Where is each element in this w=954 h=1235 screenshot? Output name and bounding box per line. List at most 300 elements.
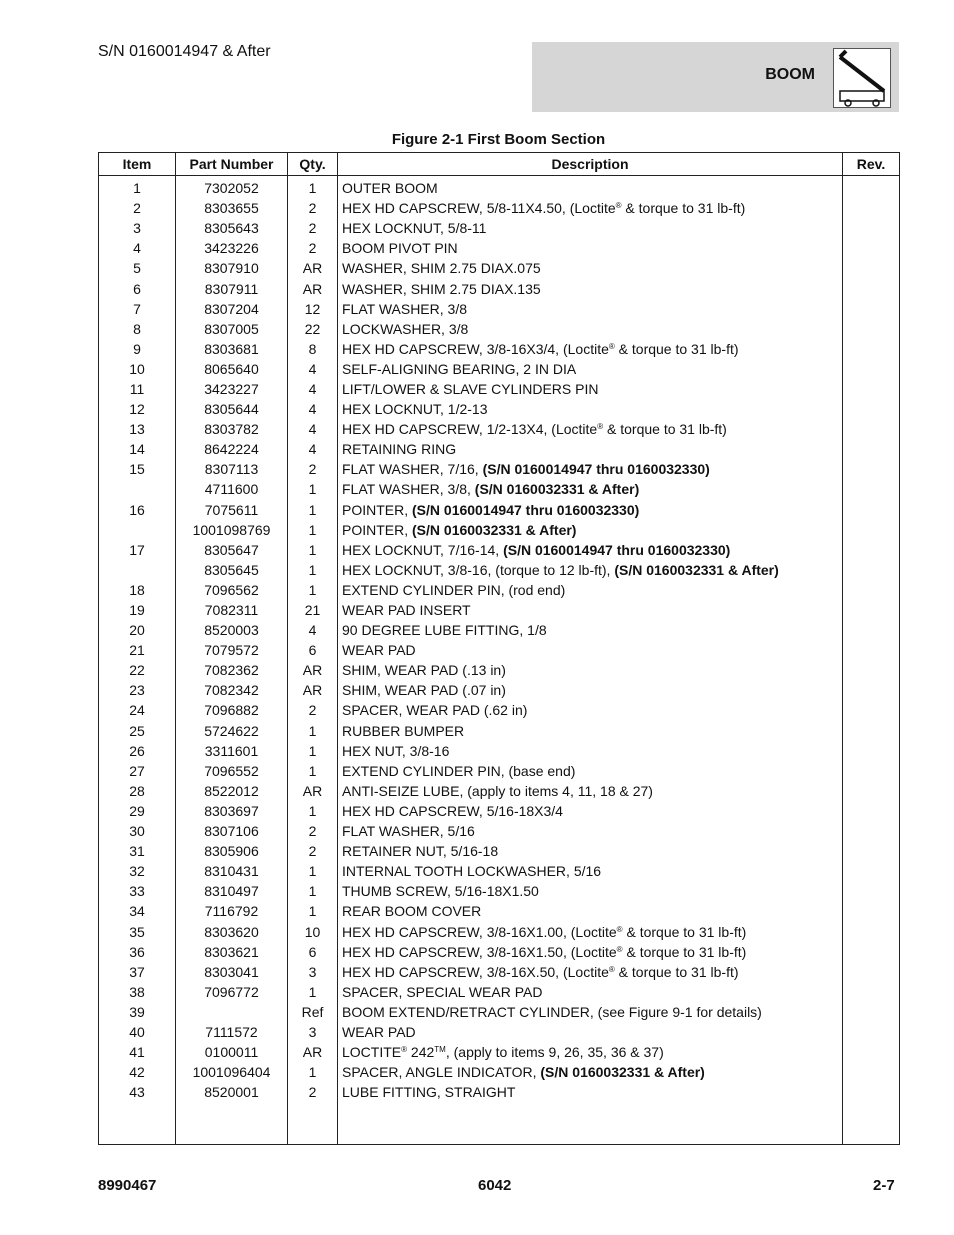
item-cell: 19	[99, 600, 176, 620]
part-number-cell: 8305906	[176, 841, 288, 861]
part-number-cell: 7082362	[176, 660, 288, 680]
rev-cell	[843, 801, 900, 821]
document-number: 8990467	[98, 1177, 157, 1194]
qty-cell: 21	[288, 600, 338, 620]
rev-cell	[843, 299, 900, 319]
qty-cell: 8	[288, 339, 338, 359]
description-text: FLAT WASHER, 5/16	[342, 823, 475, 840]
description-text-cont: & torque to 31 lb-ft)	[622, 923, 747, 940]
description-cell	[338, 319, 843, 339]
serial-range-note: (S/N 0160032331 & After)	[614, 561, 779, 578]
table-row	[99, 238, 900, 258]
rev-cell	[843, 921, 900, 941]
part-number-cell: 8307910	[176, 258, 288, 278]
description-cell	[338, 1082, 843, 1102]
description-cell	[338, 278, 843, 298]
table-row	[99, 1082, 900, 1102]
rev-cell	[843, 399, 900, 419]
description-cell	[338, 1002, 843, 1022]
item-cell: 8	[99, 319, 176, 339]
description-text: RUBBER BUMPER	[342, 722, 465, 739]
description-text: THUMB SCREW, 5/16-18X1.50	[342, 883, 539, 900]
part-number-cell	[176, 1002, 288, 1022]
table-row	[99, 299, 900, 319]
qty-cell: AR	[288, 258, 338, 278]
rev-cell	[843, 821, 900, 841]
item-cell: 2	[99, 198, 176, 218]
serial-range-note: (S/N 0160032331 & After)	[474, 481, 640, 498]
description-text: HEX NUT, 3/8-16	[342, 742, 450, 759]
qty-cell: 2	[288, 821, 338, 841]
rev-cell	[843, 520, 900, 540]
qty-cell: 1	[288, 520, 338, 540]
description-text: HEX LOCKNUT, 7/16-14,	[342, 541, 504, 558]
part-number-cell: 8305645	[176, 560, 288, 580]
description-cell	[338, 258, 843, 278]
rev-cell	[843, 620, 900, 640]
item-cell: 41	[99, 1042, 176, 1062]
registered-mark: ®	[401, 1045, 408, 1055]
table-row	[99, 319, 900, 339]
description-text: HEX HD CAPSCREW, 3/8-16X1.50, (Loctite	[342, 943, 617, 960]
item-cell: 37	[99, 962, 176, 982]
qty-cell: AR	[288, 278, 338, 298]
table-row	[99, 741, 900, 761]
qty-cell: 6	[288, 942, 338, 962]
rev-cell	[843, 238, 900, 258]
description-text: HEX HD CAPSCREW, 5/8-11X4.50, (Loctite	[342, 200, 616, 217]
rev-cell	[843, 660, 900, 680]
description-cell	[338, 459, 843, 479]
item-cell: 1	[99, 176, 176, 199]
table-row	[99, 600, 900, 620]
part-number-cell: 8303655	[176, 198, 288, 218]
item-cell: 43	[99, 1082, 176, 1102]
part-number-cell: 8307204	[176, 299, 288, 319]
item-cell: 20	[99, 620, 176, 640]
rev-cell	[843, 741, 900, 761]
description-text: RETAINER NUT, 5/16-18	[342, 843, 499, 860]
table-row	[99, 479, 900, 499]
column-header-part-number: Part Number	[176, 153, 288, 176]
item-cell: 25	[99, 721, 176, 741]
item-cell: 24	[99, 700, 176, 720]
part-number-cell: 0100011	[176, 1042, 288, 1062]
rev-cell	[843, 479, 900, 499]
rev-cell	[843, 942, 900, 962]
rev-cell	[843, 359, 900, 379]
qty-cell: 1	[288, 560, 338, 580]
qty-cell: 12	[288, 299, 338, 319]
description-cell	[338, 881, 843, 901]
description-cell	[338, 1022, 843, 1042]
qty-cell: 1	[288, 540, 338, 560]
qty-cell: 1	[288, 1062, 338, 1082]
rev-cell	[843, 881, 900, 901]
description-cell	[338, 741, 843, 761]
parts-table-body	[99, 176, 900, 1145]
serial-range-note: (S/N 0160014947 thru 0160032330)	[482, 461, 710, 478]
description-cell	[338, 821, 843, 841]
description-cell	[338, 861, 843, 881]
page-number: 2-7	[873, 1177, 895, 1194]
part-number-cell: 8520001	[176, 1082, 288, 1102]
rev-cell	[843, 500, 900, 520]
item-cell: 28	[99, 781, 176, 801]
description-text: LUBE FITTING, STRAIGHT	[342, 1084, 516, 1101]
part-number-cell: 7096552	[176, 761, 288, 781]
table-row	[99, 459, 900, 479]
qty-cell: 2	[288, 459, 338, 479]
serial-range-note: (S/N 0160032331 & After)	[540, 1064, 705, 1081]
table-row	[99, 1022, 900, 1042]
boom-lift-icon	[833, 48, 891, 108]
part-number-cell: 3311601	[176, 741, 288, 761]
part-number-cell: 5724622	[176, 721, 288, 741]
description-cell	[338, 339, 843, 359]
qty-cell: Ref	[288, 1002, 338, 1022]
description-cell	[338, 198, 843, 218]
model-number: 6042	[478, 1177, 512, 1194]
description-cell	[338, 901, 843, 921]
item-cell	[99, 479, 176, 499]
part-number-cell: 8307113	[176, 459, 288, 479]
item-cell: 42	[99, 1062, 176, 1082]
table-row	[99, 419, 900, 439]
description-text: HEX LOCKNUT, 1/2-13	[342, 401, 488, 418]
description-cell	[338, 238, 843, 258]
description-cell	[338, 379, 843, 399]
rev-cell	[843, 841, 900, 861]
description-cell	[338, 921, 843, 941]
table-row	[99, 660, 900, 680]
table-row	[99, 942, 900, 962]
part-number-cell: 8642224	[176, 439, 288, 459]
serial-range-note: (S/N 0160014947 thru 0160032330)	[412, 501, 640, 518]
rev-cell	[843, 781, 900, 801]
serial-range-note: (S/N 0160032331 & After)	[412, 521, 577, 538]
rev-cell	[843, 560, 900, 580]
qty-cell: 1	[288, 741, 338, 761]
figure-title: Figure 2-1 First Boom Section	[391, 131, 606, 148]
table-row	[99, 761, 900, 781]
description-cell	[338, 721, 843, 741]
qty-cell: 4	[288, 399, 338, 419]
section-label: BOOM	[765, 66, 815, 83]
qty-cell: 2	[288, 238, 338, 258]
table-row	[99, 921, 900, 941]
qty-cell: 6	[288, 640, 338, 660]
qty-cell: AR	[288, 1042, 338, 1062]
table-row	[99, 1042, 900, 1062]
description-text: EXTEND CYLINDER PIN, (rod end)	[342, 581, 566, 598]
description-cell	[338, 479, 843, 499]
description-text: HEX HD CAPSCREW, 3/8-16X3/4, (Loctite	[342, 340, 609, 357]
description-cell	[338, 540, 843, 560]
part-number-cell: 8303782	[176, 419, 288, 439]
item-cell: 26	[99, 741, 176, 761]
table-row	[99, 379, 900, 399]
description-text-cont: & torque to 31 lb-ft)	[603, 421, 727, 438]
part-number-cell: 8305643	[176, 218, 288, 238]
qty-cell: 1	[288, 721, 338, 741]
description-text: SELF-ALIGNING BEARING, 2 IN DIA	[342, 360, 577, 377]
part-number-cell: 7075611	[176, 500, 288, 520]
part-number-cell: 8310431	[176, 861, 288, 881]
item-cell: 9	[99, 339, 176, 359]
rev-cell	[843, 721, 900, 741]
qty-cell: 1	[288, 761, 338, 781]
table-row	[99, 198, 900, 218]
part-number-cell: 8303041	[176, 962, 288, 982]
qty-cell: 2	[288, 218, 338, 238]
rev-cell	[843, 419, 900, 439]
part-number-cell: 8307005	[176, 319, 288, 339]
item-cell: 13	[99, 419, 176, 439]
qty-cell: 10	[288, 921, 338, 941]
part-number-cell: 7302052	[176, 176, 288, 199]
table-row	[99, 821, 900, 841]
description-text-cont: & torque to 31 lb-ft)	[622, 943, 747, 960]
rev-cell	[843, 982, 900, 1002]
description-text-cont: & torque to 31 lb-ft)	[614, 963, 739, 980]
description-text: POINTER,	[342, 521, 413, 538]
description-text: WEAR PAD INSERT	[342, 602, 471, 619]
rev-cell	[843, 680, 900, 700]
section-tab	[532, 42, 899, 112]
rev-cell	[843, 459, 900, 479]
rev-cell	[843, 1082, 900, 1102]
description-text: EXTEND CYLINDER PIN, (base end)	[342, 762, 576, 779]
part-number-cell: 7111572	[176, 1022, 288, 1042]
table-row	[99, 680, 900, 700]
item-cell: 12	[99, 399, 176, 419]
description-cell	[338, 520, 843, 540]
table-row	[99, 781, 900, 801]
qty-cell: 1	[288, 801, 338, 821]
table-row	[99, 700, 900, 720]
qty-cell: 22	[288, 319, 338, 339]
part-number-cell: 3423226	[176, 238, 288, 258]
qty-cell: 1	[288, 861, 338, 881]
description-cell	[338, 218, 843, 238]
table-row	[99, 982, 900, 1002]
table-row	[99, 359, 900, 379]
table-row	[99, 399, 900, 419]
empty-cell	[843, 1102, 900, 1145]
rev-cell	[843, 861, 900, 881]
part-number-cell: 8303681	[176, 339, 288, 359]
description-cell	[338, 439, 843, 459]
description-cell	[338, 399, 843, 419]
column-header-qty: Qty.	[288, 153, 338, 176]
description-cell	[338, 700, 843, 720]
description-text: HEX HD CAPSCREW, 3/8-16X.50, (Loctite	[342, 963, 609, 980]
description-text: LIFT/LOWER & SLAVE CYLINDERS PIN	[342, 380, 599, 397]
description-cell	[338, 500, 843, 520]
part-number-cell: 8305644	[176, 399, 288, 419]
description-text-cont: , (apply to items 9, 26, 35, 36 & 37)	[445, 1044, 664, 1061]
qty-cell: 1	[288, 176, 338, 199]
item-cell: 27	[99, 761, 176, 781]
item-cell: 34	[99, 901, 176, 921]
part-number-cell: 3423227	[176, 379, 288, 399]
item-cell: 7	[99, 299, 176, 319]
qty-cell: 1	[288, 479, 338, 499]
part-number-cell: 7096882	[176, 700, 288, 720]
trademark-mark: TM	[434, 1045, 446, 1055]
item-cell: 11	[99, 379, 176, 399]
qty-cell: 1	[288, 500, 338, 520]
description-text: POINTER,	[342, 501, 413, 518]
table-row	[99, 962, 900, 982]
qty-cell: 1	[288, 982, 338, 1002]
qty-cell: 4	[288, 439, 338, 459]
description-cell	[338, 600, 843, 620]
description-text: BOOM PIVOT PIN	[342, 240, 458, 257]
part-number-cell: 8065640	[176, 359, 288, 379]
description-text: SHIM, WEAR PAD (.13 in)	[342, 662, 506, 679]
table-row	[99, 640, 900, 660]
table-row	[99, 520, 900, 540]
rev-cell	[843, 761, 900, 781]
description-text: HEX LOCKNUT, 5/8-11	[342, 220, 487, 237]
rev-cell	[843, 198, 900, 218]
item-cell: 15	[99, 459, 176, 479]
item-cell: 33	[99, 881, 176, 901]
description-cell	[338, 942, 843, 962]
part-number-cell: 1001096404	[176, 1062, 288, 1082]
registered-mark: ®	[608, 964, 615, 974]
qty-cell: AR	[288, 680, 338, 700]
part-number-cell: 8307911	[176, 278, 288, 298]
rev-cell	[843, 258, 900, 278]
description-text: FLAT WASHER, 3/8,	[342, 481, 475, 498]
table-row	[99, 258, 900, 278]
description-cell	[338, 560, 843, 580]
table-row	[99, 901, 900, 921]
qty-cell: 1	[288, 881, 338, 901]
description-text: OUTER BOOM	[342, 180, 438, 197]
item-cell: 21	[99, 640, 176, 660]
rev-cell	[843, 580, 900, 600]
part-number-cell: 1001098769	[176, 520, 288, 540]
item-cell: 39	[99, 1002, 176, 1022]
qty-cell: 2	[288, 700, 338, 720]
table-row	[99, 1002, 900, 1022]
rev-cell	[843, 379, 900, 399]
item-cell: 36	[99, 942, 176, 962]
description-text: HEX HD CAPSCREW, 3/8-16X1.00, (Loctite	[342, 923, 617, 940]
table-row	[99, 339, 900, 359]
table-row	[99, 176, 900, 199]
description-cell	[338, 962, 843, 982]
qty-cell: AR	[288, 781, 338, 801]
item-cell: 4	[99, 238, 176, 258]
description-cell	[338, 1042, 843, 1062]
registered-mark: ®	[615, 201, 622, 211]
description-text: LOCKWASHER, 3/8	[342, 320, 469, 337]
serial-range-note: (S/N 0160014947 thru 0160032330)	[503, 541, 731, 558]
rev-cell	[843, 1062, 900, 1082]
description-cell	[338, 781, 843, 801]
part-number-cell: 8522012	[176, 781, 288, 801]
description-cell	[338, 640, 843, 660]
table-row	[99, 580, 900, 600]
description-cell	[338, 1062, 843, 1082]
rev-cell	[843, 962, 900, 982]
rev-cell	[843, 1002, 900, 1022]
item-cell: 31	[99, 841, 176, 861]
description-text: HEX HD CAPSCREW, 5/16-18X3/4	[342, 802, 563, 819]
description-text: WEAR PAD	[342, 642, 416, 659]
part-number-cell: 7096772	[176, 982, 288, 1002]
qty-cell: 1	[288, 901, 338, 921]
description-text: SHIM, WEAR PAD (.07 in)	[342, 682, 506, 699]
description-text: RETAINING RING	[342, 441, 457, 458]
description-text: FLAT WASHER, 3/8	[342, 300, 467, 317]
part-number-cell: 7079572	[176, 640, 288, 660]
registered-mark: ®	[608, 341, 615, 351]
qty-cell: 2	[288, 198, 338, 218]
description-text: WASHER, SHIM 2.75 DIAX.075	[342, 260, 541, 277]
empty-cell	[176, 1102, 288, 1145]
rev-cell	[843, 278, 900, 298]
part-number-cell: 8303620	[176, 921, 288, 941]
rev-cell	[843, 1042, 900, 1062]
rev-cell	[843, 540, 900, 560]
item-cell: 10	[99, 359, 176, 379]
column-header-description: Description	[338, 153, 843, 176]
description-text: WEAR PAD	[342, 1023, 416, 1040]
table-row	[99, 841, 900, 861]
description-cell	[338, 660, 843, 680]
description-cell	[338, 620, 843, 640]
description-text: FLAT WASHER, 7/16,	[342, 461, 483, 478]
description-cell	[338, 299, 843, 319]
table-row	[99, 540, 900, 560]
item-cell: 32	[99, 861, 176, 881]
item-cell: 40	[99, 1022, 176, 1042]
item-cell: 5	[99, 258, 176, 278]
column-header-rev: Rev.	[843, 153, 900, 176]
part-number-cell: 7082342	[176, 680, 288, 700]
table-row	[99, 801, 900, 821]
description-text: WASHER, SHIM 2.75 DIAX.135	[342, 280, 541, 297]
table-row	[99, 881, 900, 901]
description-text: REAR BOOM COVER	[342, 903, 482, 920]
rev-cell	[843, 439, 900, 459]
table-row	[99, 620, 900, 640]
qty-cell: 4	[288, 620, 338, 640]
description-text: HEX LOCKNUT, 3/8-16, (torque to 12 lb-ft),	[342, 561, 615, 578]
qty-cell: 4	[288, 419, 338, 439]
table-row	[99, 218, 900, 238]
qty-cell: 4	[288, 359, 338, 379]
part-number-cell: 8310497	[176, 881, 288, 901]
qty-cell: 2	[288, 841, 338, 861]
description-text-cont: & torque to 31 lb-ft)	[614, 340, 739, 357]
item-cell: 16	[99, 500, 176, 520]
part-number-cell: 8303697	[176, 801, 288, 821]
description-cell	[338, 841, 843, 861]
description-text: LOCTITE	[342, 1044, 402, 1061]
description-cell	[338, 680, 843, 700]
description-text-cont: 242	[407, 1044, 435, 1061]
item-cell	[99, 560, 176, 580]
rev-cell	[843, 176, 900, 199]
registered-mark: ®	[616, 944, 623, 954]
